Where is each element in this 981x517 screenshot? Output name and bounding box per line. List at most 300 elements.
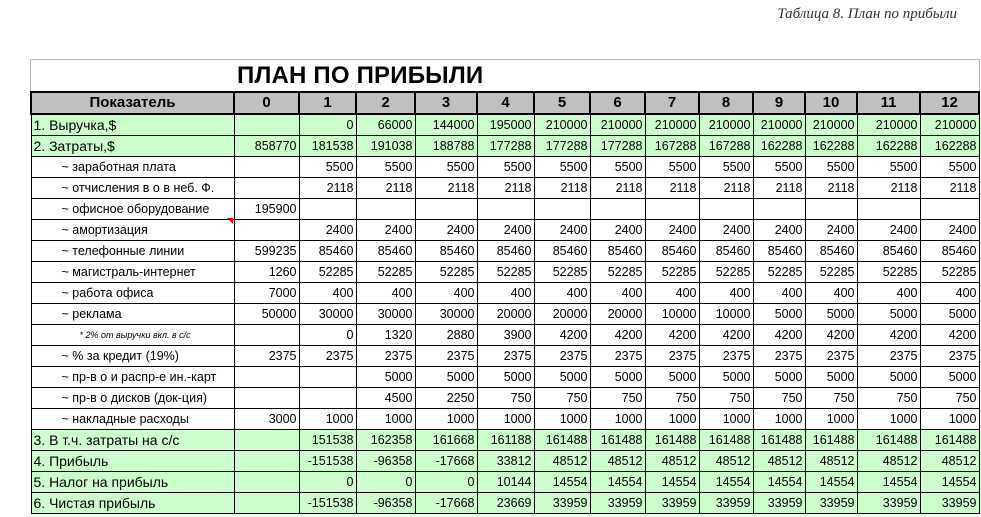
header-period-1: 1 — [299, 92, 356, 114]
table-cell — [234, 430, 299, 451]
table-cell: 5000 — [753, 367, 805, 388]
header-period-9: 9 — [753, 92, 805, 114]
table-cell: 2375 — [753, 346, 805, 367]
table-cell: 167288 — [699, 136, 753, 157]
table-cell: 1000 — [590, 409, 645, 430]
table-cell: 1260 — [234, 262, 299, 283]
table-row — [31, 325, 979, 346]
table-cell: 14554 — [920, 472, 979, 493]
header-period-5: 5 — [534, 92, 590, 114]
table-cell: 52285 — [415, 262, 477, 283]
table-cell: 52285 — [356, 262, 415, 283]
table-cell: 85460 — [753, 241, 805, 262]
table-cell: 4500 — [356, 388, 415, 409]
table-cell: 0 — [415, 472, 477, 493]
table-cell: 33959 — [857, 493, 920, 514]
table-row — [31, 157, 979, 178]
table-cell: 33959 — [699, 493, 753, 514]
table-cell — [534, 199, 590, 220]
table-cell: 210000 — [534, 114, 590, 136]
header-period-4: 4 — [477, 92, 534, 114]
table-cell: 2118 — [590, 178, 645, 199]
table-cell: 52285 — [920, 262, 979, 283]
table-cell: 2400 — [805, 220, 857, 241]
table-cell — [234, 325, 299, 346]
table-cell: -151538 — [299, 451, 356, 472]
table-cell: 2118 — [920, 178, 979, 199]
row-label: ~ работа офиса — [31, 283, 234, 304]
table-cell: 400 — [753, 283, 805, 304]
table-cell: 66000 — [356, 114, 415, 136]
table-cell: 4200 — [699, 325, 753, 346]
table-cell — [234, 472, 299, 493]
table-cell: 4200 — [590, 325, 645, 346]
table-cell: 30000 — [356, 304, 415, 325]
table-cell: 400 — [590, 283, 645, 304]
table-cell: 14554 — [699, 472, 753, 493]
table-cell: 14554 — [645, 472, 699, 493]
table-caption: Таблица 8. План по прибыли — [777, 6, 957, 22]
table-row — [31, 283, 979, 304]
table-row — [31, 114, 979, 136]
table-cell: 2375 — [299, 346, 356, 367]
table-cell: 162288 — [753, 136, 805, 157]
table-cell: 2375 — [805, 346, 857, 367]
table-cell — [234, 114, 299, 136]
table-cell: 161488 — [753, 430, 805, 451]
table-cell: 2118 — [299, 178, 356, 199]
table-cell: 85460 — [805, 241, 857, 262]
table-cell: 5500 — [805, 157, 857, 178]
row-label: 2. Затраты,$ — [31, 136, 234, 157]
table-cell: 144000 — [415, 114, 477, 136]
table-cell: 2400 — [356, 220, 415, 241]
profit-plan-table — [30, 91, 980, 514]
row-label: 3. В т.ч. затраты на с/с — [31, 430, 234, 451]
table-cell: -96358 — [356, 493, 415, 514]
table-cell: 161188 — [477, 430, 534, 451]
header-period-0: 0 — [234, 92, 299, 114]
table-cell: 400 — [477, 283, 534, 304]
table-cell: 2375 — [477, 346, 534, 367]
table-cell: 48512 — [857, 451, 920, 472]
table-cell: 161488 — [590, 430, 645, 451]
table-cell — [920, 199, 979, 220]
table-cell: 2118 — [699, 178, 753, 199]
table-cell: 5000 — [477, 367, 534, 388]
table-cell — [234, 493, 299, 514]
table-cell — [415, 199, 477, 220]
header-period-12: 12 — [920, 92, 979, 114]
table-cell — [234, 178, 299, 199]
table-cell: -96358 — [356, 451, 415, 472]
table-cell: 2400 — [415, 220, 477, 241]
table-row — [31, 262, 979, 283]
table-cell: 5000 — [590, 367, 645, 388]
table-cell: 10000 — [699, 304, 753, 325]
table-cell: 599235 — [234, 241, 299, 262]
table-cell — [299, 388, 356, 409]
table-cell: 2375 — [920, 346, 979, 367]
table-cell: 162358 — [356, 430, 415, 451]
table-cell: 3000 — [234, 409, 299, 430]
table-cell: 5500 — [590, 157, 645, 178]
row-label: 1. Выручка,$ — [31, 114, 234, 136]
header-period-10: 10 — [805, 92, 857, 114]
row-label: ~ % за кредит (19%) — [31, 346, 234, 367]
table-cell — [356, 199, 415, 220]
header-period-7: 7 — [645, 92, 699, 114]
table-cell: 161488 — [805, 430, 857, 451]
table-cell: 1000 — [356, 409, 415, 430]
table-cell: 161488 — [920, 430, 979, 451]
row-label: ~ офисное оборудование — [31, 199, 234, 220]
table-cell: 0 — [356, 472, 415, 493]
table-cell: -17668 — [415, 493, 477, 514]
table-cell: 1000 — [534, 409, 590, 430]
table-cell: 52285 — [590, 262, 645, 283]
table-cell: 10000 — [645, 304, 699, 325]
table-cell: 85460 — [590, 241, 645, 262]
table-cell: 52285 — [805, 262, 857, 283]
header-period-6: 6 — [590, 92, 645, 114]
table-cell: 162288 — [805, 136, 857, 157]
table-cell: 750 — [753, 388, 805, 409]
table-cell: 400 — [645, 283, 699, 304]
table-cell: 14554 — [534, 472, 590, 493]
row-label: ~ амортизация — [31, 220, 234, 241]
table-cell: 5500 — [415, 157, 477, 178]
table-cell: 2400 — [857, 220, 920, 241]
table-cell — [590, 199, 645, 220]
table-cell: 14554 — [590, 472, 645, 493]
table-cell — [234, 451, 299, 472]
table-cell: 7000 — [234, 283, 299, 304]
table-cell: 5000 — [920, 367, 979, 388]
table-cell: 400 — [920, 283, 979, 304]
table-cell: 30000 — [415, 304, 477, 325]
table-cell: 400 — [299, 283, 356, 304]
table-cell: 750 — [645, 388, 699, 409]
table-cell: 2118 — [415, 178, 477, 199]
table-cell: 33959 — [534, 493, 590, 514]
table-cell: 85460 — [415, 241, 477, 262]
table-cell — [857, 199, 920, 220]
table-cell: 167288 — [645, 136, 699, 157]
table-cell — [234, 157, 299, 178]
table-row — [31, 472, 979, 493]
table-cell: 2118 — [534, 178, 590, 199]
table-cell: 23669 — [477, 493, 534, 514]
table-cell: 5500 — [356, 157, 415, 178]
table-cell: 52285 — [645, 262, 699, 283]
table-cell: 2400 — [534, 220, 590, 241]
table-cell — [753, 199, 805, 220]
table-cell: 177288 — [590, 136, 645, 157]
header-period-3: 3 — [415, 92, 477, 114]
table-cell: 2118 — [857, 178, 920, 199]
table-cell: 4200 — [753, 325, 805, 346]
table-cell: 5000 — [920, 304, 979, 325]
table-cell: 48512 — [753, 451, 805, 472]
table-cell: 191038 — [356, 136, 415, 157]
table-cell: 162288 — [857, 136, 920, 157]
table-cell: 85460 — [920, 241, 979, 262]
table-cell: 4200 — [920, 325, 979, 346]
row-label: 6. Чистая прибыль — [31, 493, 234, 514]
table-cell: 14554 — [753, 472, 805, 493]
table-cell: 177288 — [477, 136, 534, 157]
row-label: 5. Налог на прибыль — [31, 472, 234, 493]
table-cell: 1320 — [356, 325, 415, 346]
table-cell: 400 — [415, 283, 477, 304]
table-cell: 0 — [299, 472, 356, 493]
table-cell: 1000 — [699, 409, 753, 430]
table-cell: 161668 — [415, 430, 477, 451]
table-cell: 2400 — [590, 220, 645, 241]
table-cell: 85460 — [299, 241, 356, 262]
table-cell: 400 — [857, 283, 920, 304]
table-cell: 5500 — [534, 157, 590, 178]
row-label: ~ телефонные линии — [31, 241, 234, 262]
table-cell: 188788 — [415, 136, 477, 157]
row-label: ~ реклама — [31, 304, 234, 325]
table-cell: 161488 — [857, 430, 920, 451]
table-cell: 1000 — [857, 409, 920, 430]
table-row — [31, 430, 979, 451]
table-cell: 2400 — [477, 220, 534, 241]
table-cell: -151538 — [299, 493, 356, 514]
table-cell — [805, 199, 857, 220]
table-cell: 4200 — [645, 325, 699, 346]
table-cell: 2375 — [645, 346, 699, 367]
table-cell: 4200 — [857, 325, 920, 346]
table-cell: 400 — [699, 283, 753, 304]
table-cell: 858770 — [234, 136, 299, 157]
table-cell: 52285 — [753, 262, 805, 283]
table-cell: 151538 — [299, 430, 356, 451]
table-cell: 52285 — [534, 262, 590, 283]
table-cell: 195900 — [234, 199, 299, 220]
table-cell: 5500 — [299, 157, 356, 178]
table-cell: 1000 — [920, 409, 979, 430]
table-row — [31, 136, 979, 157]
table-cell: 2400 — [299, 220, 356, 241]
table-cell — [477, 199, 534, 220]
table-cell: 14554 — [805, 472, 857, 493]
table-cell: 5000 — [753, 304, 805, 325]
table-cell: 2375 — [234, 346, 299, 367]
table-row — [31, 304, 979, 325]
table-cell: 2880 — [415, 325, 477, 346]
header-period-8: 8 — [699, 92, 753, 114]
table-cell: 210000 — [753, 114, 805, 136]
table-cell: 210000 — [645, 114, 699, 136]
header-indicator: Показатель — [31, 92, 234, 114]
table-cell: 85460 — [356, 241, 415, 262]
row-label: ~ пр-в о и распр-е ин.-карт — [31, 367, 234, 388]
table-cell: 33959 — [590, 493, 645, 514]
table-cell: 181538 — [299, 136, 356, 157]
table-cell — [299, 199, 356, 220]
table-cell: 210000 — [857, 114, 920, 136]
row-label: * 2% от выручки вкл. в с/с — [31, 325, 234, 346]
table-cell: 2375 — [590, 346, 645, 367]
table-cell: 5000 — [699, 367, 753, 388]
table-cell: 750 — [534, 388, 590, 409]
table-cell: 52285 — [699, 262, 753, 283]
table-cell: 162288 — [920, 136, 979, 157]
table-cell — [699, 199, 753, 220]
table-cell: 2400 — [920, 220, 979, 241]
table-cell: 5000 — [534, 367, 590, 388]
table-row — [31, 409, 979, 430]
table-cell: 33959 — [645, 493, 699, 514]
table-cell: 5000 — [415, 367, 477, 388]
table-cell: 5000 — [857, 304, 920, 325]
table-cell: 48512 — [805, 451, 857, 472]
table-cell: 2118 — [477, 178, 534, 199]
table-row — [31, 493, 979, 514]
row-label: ~ накладные расходы — [31, 409, 234, 430]
table-cell: 52285 — [857, 262, 920, 283]
table-cell: 0 — [299, 114, 356, 136]
table-row — [31, 220, 979, 241]
table-cell: 210000 — [920, 114, 979, 136]
header-row — [31, 92, 979, 114]
table-cell: 5500 — [477, 157, 534, 178]
table-cell: 10144 — [477, 472, 534, 493]
table-row — [31, 367, 979, 388]
table-cell: 85460 — [645, 241, 699, 262]
table-cell: 400 — [805, 283, 857, 304]
table-cell: 210000 — [805, 114, 857, 136]
table-row — [31, 241, 979, 262]
header-period-11: 11 — [857, 92, 920, 114]
row-label: ~ пр-в о дисков (док-ция) — [31, 388, 234, 409]
row-label: ~ магистраль-интернет — [31, 262, 234, 283]
table-cell: 177288 — [534, 136, 590, 157]
table-cell: 2375 — [699, 346, 753, 367]
table-row — [31, 199, 979, 220]
table-cell: 1000 — [753, 409, 805, 430]
table-cell: 750 — [590, 388, 645, 409]
table-cell: 2375 — [857, 346, 920, 367]
table-cell — [299, 367, 356, 388]
table-cell: 210000 — [699, 114, 753, 136]
table-cell — [234, 220, 299, 241]
table-cell: 2250 — [415, 388, 477, 409]
table-cell: 48512 — [920, 451, 979, 472]
table-cell: 1000 — [415, 409, 477, 430]
table-cell: 2118 — [645, 178, 699, 199]
header-period-2: 2 — [356, 92, 415, 114]
table-cell: 20000 — [590, 304, 645, 325]
title-row — [30, 59, 980, 92]
table-cell: 750 — [805, 388, 857, 409]
row-label: ~ заработная плата — [31, 157, 234, 178]
table-cell: 48512 — [699, 451, 753, 472]
table-cell: 85460 — [699, 241, 753, 262]
table-cell: 5000 — [645, 367, 699, 388]
table-cell: 85460 — [477, 241, 534, 262]
table-cell — [234, 367, 299, 388]
table-cell: 2375 — [356, 346, 415, 367]
table-cell: 2118 — [753, 178, 805, 199]
table-cell: -17668 — [415, 451, 477, 472]
table-cell: 161488 — [645, 430, 699, 451]
table-cell: 5000 — [805, 304, 857, 325]
table-cell: 30000 — [299, 304, 356, 325]
table-cell: 2118 — [356, 178, 415, 199]
table-cell: 5500 — [753, 157, 805, 178]
table-cell: 0 — [299, 325, 356, 346]
table-cell: 1000 — [645, 409, 699, 430]
table-cell: 750 — [920, 388, 979, 409]
table-cell: 400 — [356, 283, 415, 304]
table-row — [31, 451, 979, 472]
table-cell: 85460 — [534, 241, 590, 262]
table-cell: 5000 — [805, 367, 857, 388]
table-cell: 48512 — [534, 451, 590, 472]
table-row — [31, 346, 979, 367]
table-cell: 1000 — [477, 409, 534, 430]
table-cell: 750 — [699, 388, 753, 409]
table-cell: 2375 — [534, 346, 590, 367]
table-cell: 48512 — [645, 451, 699, 472]
table-cell: 4200 — [534, 325, 590, 346]
table-cell: 48512 — [590, 451, 645, 472]
table-cell: 50000 — [234, 304, 299, 325]
table-cell: 1000 — [805, 409, 857, 430]
table-cell: 5500 — [699, 157, 753, 178]
table-cell: 33959 — [805, 493, 857, 514]
table-cell: 2375 — [415, 346, 477, 367]
table-cell: 20000 — [477, 304, 534, 325]
table-cell: 33959 — [753, 493, 805, 514]
table-cell: 5500 — [645, 157, 699, 178]
table-cell: 33959 — [920, 493, 979, 514]
table-cell: 14554 — [857, 472, 920, 493]
table-row — [31, 178, 979, 199]
table-cell: 5500 — [920, 157, 979, 178]
table-cell: 750 — [857, 388, 920, 409]
table-cell: 5500 — [857, 157, 920, 178]
page-title: ПЛАН ПО ПРИБЫЛИ — [237, 62, 484, 89]
table-cell: 52285 — [299, 262, 356, 283]
table-cell: 20000 — [534, 304, 590, 325]
table-row — [31, 388, 979, 409]
table-cell: 5000 — [857, 367, 920, 388]
table-cell: 4200 — [805, 325, 857, 346]
table-cell: 210000 — [590, 114, 645, 136]
table-cell: 3900 — [477, 325, 534, 346]
table-cell — [234, 388, 299, 409]
table-cell: 2400 — [699, 220, 753, 241]
table-cell: 2400 — [753, 220, 805, 241]
comment-indicator-icon — [227, 218, 233, 224]
table-cell: 195000 — [477, 114, 534, 136]
table-cell: 161488 — [534, 430, 590, 451]
row-label: 4. Прибыль — [31, 451, 234, 472]
table-cell: 400 — [534, 283, 590, 304]
table-cell: 2118 — [805, 178, 857, 199]
table-cell: 85460 — [857, 241, 920, 262]
table-cell: 1000 — [299, 409, 356, 430]
row-label: ~ отчисления в о в неб. Ф. — [31, 178, 234, 199]
table-cell — [645, 199, 699, 220]
table-cell: 5000 — [356, 367, 415, 388]
